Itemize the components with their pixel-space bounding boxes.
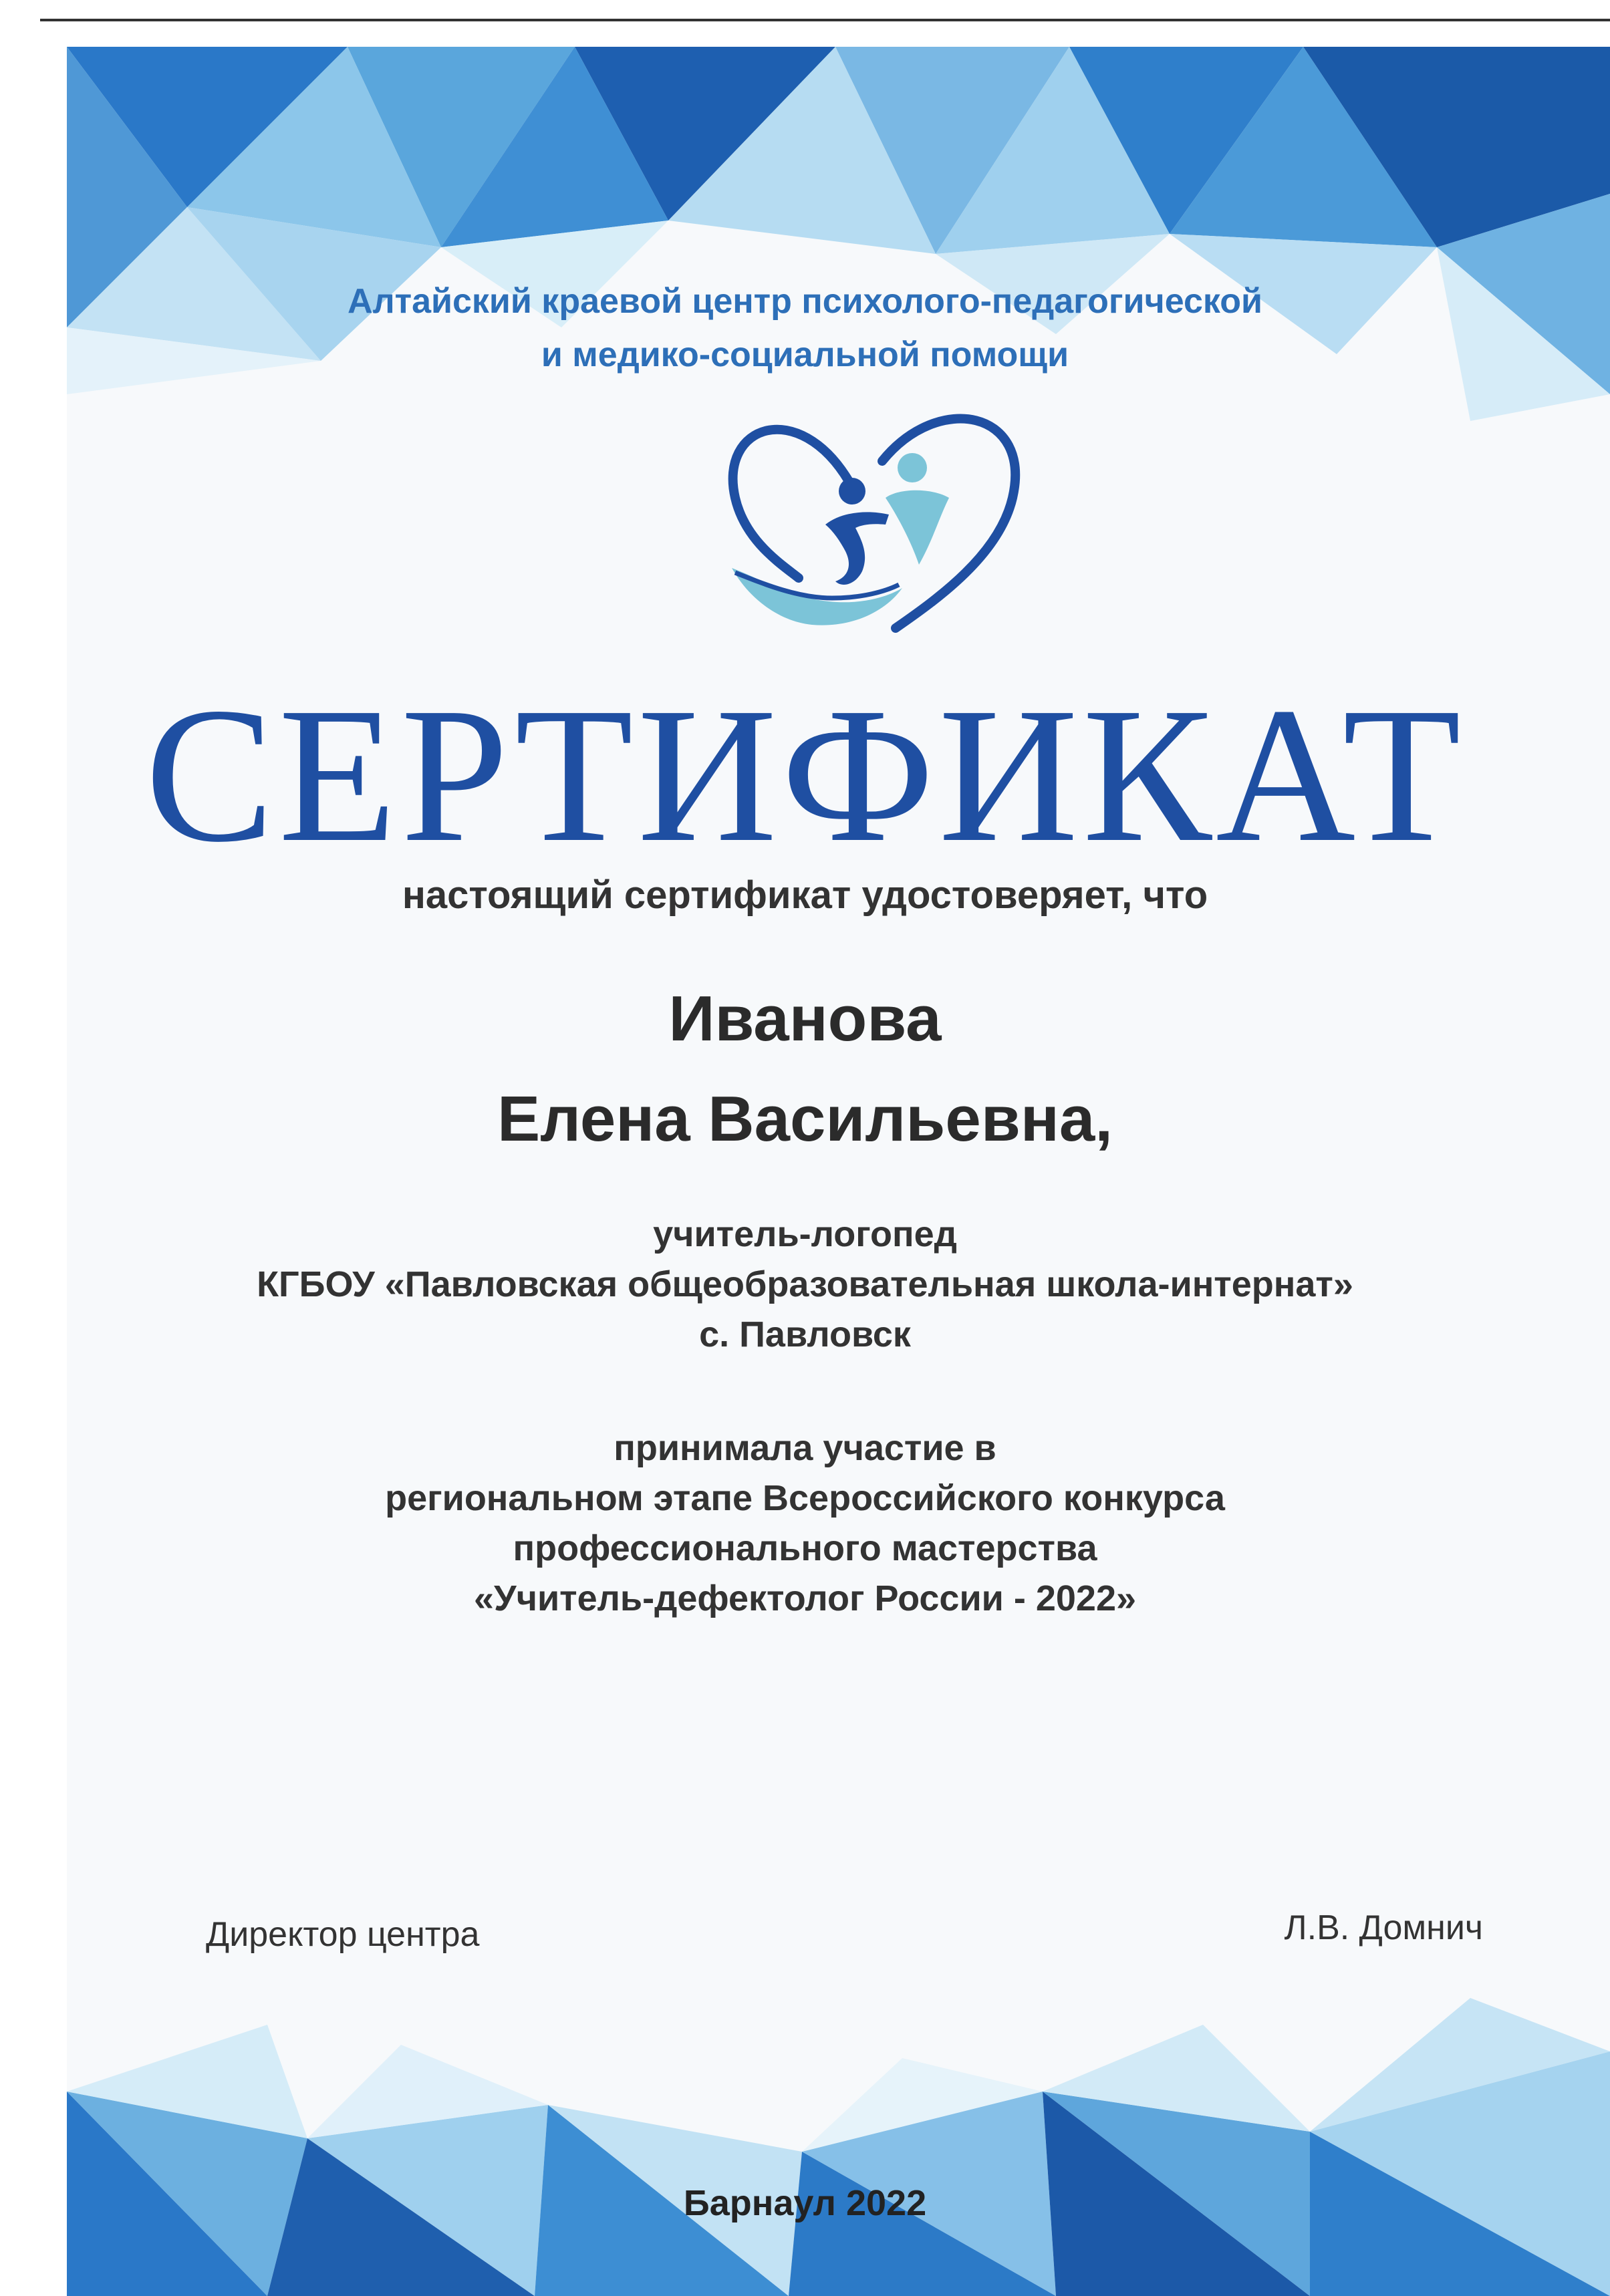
certificate-sheet — [67, 47, 1610, 2296]
recipient-surname: Иванова — [668, 983, 942, 1054]
participation-line2: региональном этапе Всероссийского конкурса — [385, 1478, 1225, 1518]
signature-role: Директор центра — [206, 1915, 480, 1954]
scan-edge-line — [40, 19, 1610, 21]
footer-place-year: Барнаул 2022 — [683, 2183, 927, 2223]
signature-name: Л.В. Домнич — [1284, 1908, 1483, 1947]
heart-hand-children-logo-icon — [718, 398, 1039, 648]
participation-line1: принимала участие в — [614, 1428, 996, 1468]
recipient-position: учитель-логопед — [653, 1214, 957, 1254]
recipient-city: с. Павловск — [699, 1314, 911, 1354]
organization-name-line1: Алтайский краевой центр психолого-педагогической — [348, 282, 1262, 321]
polygon-background-pattern — [67, 47, 1610, 2296]
recipient-school: КГБОУ «Павловская общеобразовательная школа-интернат» — [257, 1264, 1353, 1304]
recipient-given-names: Елена Васильевна, — [497, 1083, 1113, 1155]
certificate-title: СЕРТИФИКАТ — [144, 668, 1466, 882]
intro-text: настоящий сертификат удостоверяет, что — [402, 873, 1208, 917]
participation-line3: профессионального мастерства — [513, 1528, 1097, 1568]
participation-line4: «Учитель-дефектолог России - 2022» — [473, 1578, 1137, 1618]
organization-name-line2: и медико-социальной помощи — [541, 335, 1069, 374]
